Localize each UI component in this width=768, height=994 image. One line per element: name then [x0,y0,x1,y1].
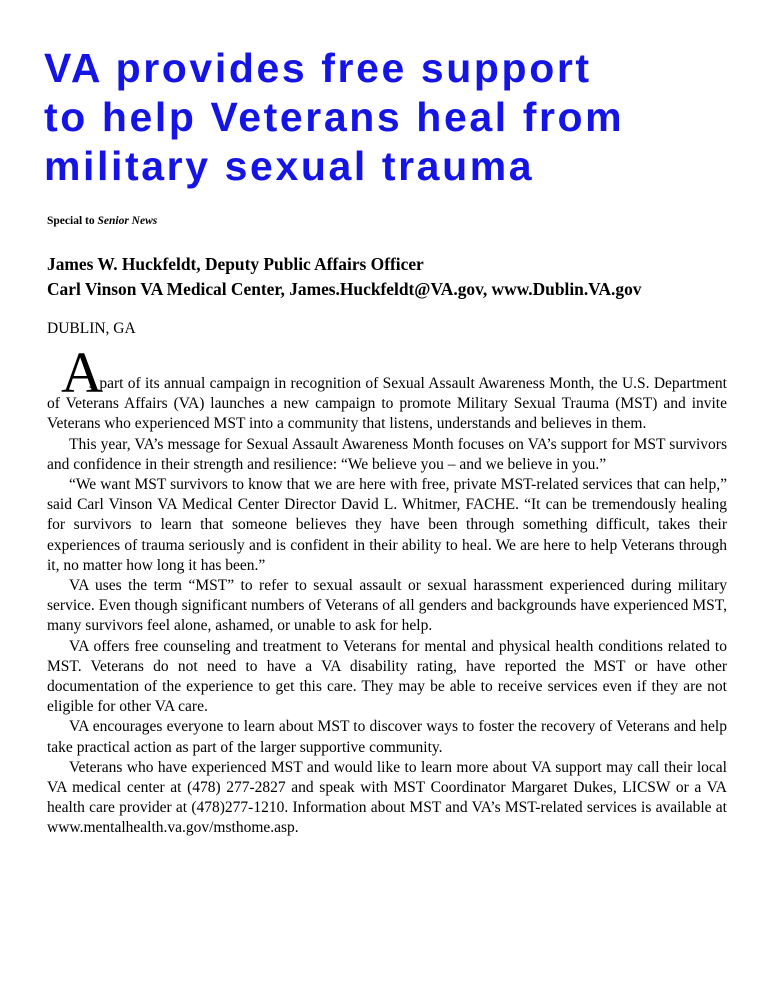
paragraph [47,340,727,435]
paragraph-text: s part of its annual campaign in recognition of Sexual Assault Awareness Month, the U.S. Department of Veterans Affairs (VA) launches a new campaign to promote Military Sexual Trauma (MST) and invite Veterans who experienced MST into a community that listens, understands and believes in them. [47,375,727,433]
dateline: DUBLIN, GA [47,320,136,337]
special-credit [47,215,157,227]
drop-cap: A [61,340,103,405]
headline [44,44,744,191]
paragraph: This year, VA’s message for Sexual Assault Awareness Month focuses on VA’s support for MST survivors and confidence in their strength and resilience: “We believe you – and we believe in you.” [47,435,727,473]
headline-line: VA provides free support [44,45,592,91]
byline [47,252,747,302]
paragraph: Veterans who have experienced MST and would like to learn more about VA support may call their local VA medical center at (478) 277-2827 and speak with MST Coordinator Margaret Dukes, LICSW or a VA health care provider at (478)277-1210. Information about MST and VA’s MST-related services is available at www.mentalhealth.va.gov/msthome.asp. [47,758,727,837]
special-prefix: Special to [47,215,95,227]
paragraph: “We want MST survivors to know that we are here with free, private MST-related services that can help,” said Carl Vinson VA Medical Center Director David L. Whitmer, FACHE. “It can be tremendously healing for survivors to learn that someone believes they have been through something difficult, takes their experiences of trauma seriously and is confident in their ability to heal. We are here to help Veterans through it, no matter how long it has been.” [47,476,727,574]
byline-affiliation: Carl Vinson VA Medical Center, James.Huckfeldt@VA.gov, www.Dublin.VA.gov [47,279,642,299]
byline-author: James W. Huckfeldt, Deputy Public Affairs Officer [47,254,424,274]
headline-line: military sexual trauma [44,143,535,189]
paragraph: VA encourages everyone to learn about MST to discover ways to foster the recovery of Veterans and help take practical action as part of the larger supportive community. [47,718,727,756]
publication-name: Senior News [97,215,158,227]
headline-line: to help Veterans heal from [44,94,625,140]
article-body [47,340,727,839]
paragraph: VA uses the term “MST” to refer to sexual assault or sexual harassment experienced during military service. Even though significant numbers of Veterans of all genders and backgrounds have experienced MST, many survivors feel alone, ashamed, or unable to ask for help. [47,577,727,635]
paragraph: VA offers free counseling and treatment to Veterans for mental and physical health conditions related to MST. Veterans do not need to have a VA disability rating, have reported the MST or have other documentation of the experience to get this care. They may be able to receive services even if they are not eligible for other VA care. [47,637,727,716]
